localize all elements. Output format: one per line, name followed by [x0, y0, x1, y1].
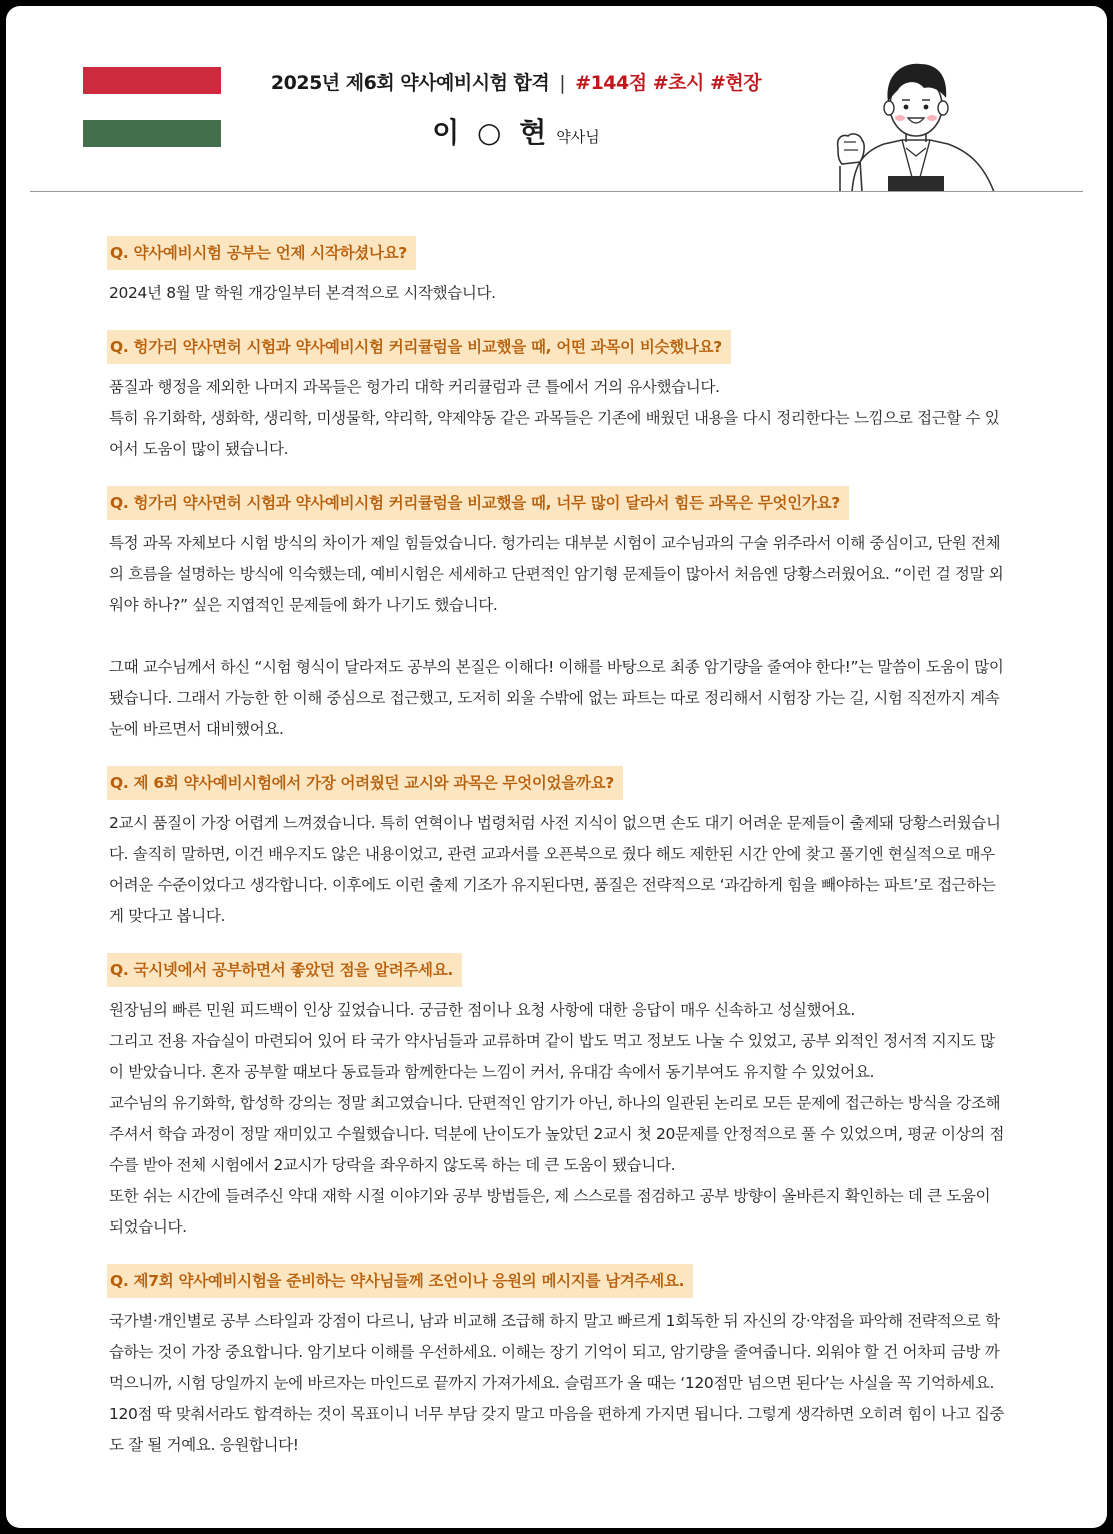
- qa-item: [107, 766, 1007, 932]
- qa-item: [107, 330, 1007, 465]
- answer-paragraph: 교수님의 유기화학, 합성학 강의는 정말 최고였습니다. 단편적인 암기가 아닌, 하나의 일관된 논리로 모든 문제에 접근하는 방식을 강조해 주셔서 학습 과정이 정말 재미있고 수월했습니다. 덕분에 난이도가 높았던 2교시 첫 20문제를 안정적으로 풀 수 있었으며, 평균 이상의 점수를 받아 전체 시험에서 2교시가 당락을 좌우하지 않도록 하는 데 큰 도움이 됐습니다.: [109, 1094, 1005, 1174]
- answer-paragraph: 품질과 행정을 제외한 나머지 과목들은 헝가리 대학 커리큘럼과 큰 틀에서 거의 유사했습니다.: [109, 378, 720, 396]
- answer-text: [107, 1306, 1007, 1461]
- answer-paragraph: 그때 교수님께서 하신 “시험 형식이 달라져도 공부의 본질은 이해다! 이해를 바탕으로 최종 암기량을 줄여야 한다!”는 말씀이 도움이 많이 됐습니다. 그래서 가능한 한 이해 중심으로 접근했고, 도저히 외울 수밖에 없는 파트는 따로 정리해서 시험장 가는 길, 시험 직전까지 계속 눈에 바르면서 대비했어요.: [109, 658, 1004, 738]
- question-heading: Q. 국시넷에서 공부하면서 좋았던 점을 알려주세요.: [107, 953, 462, 987]
- answer-paragraph: 2024년 8월 말 학원 개강일부터 본격적으로 시작했습니다.: [109, 284, 496, 302]
- question-heading: Q. 제7회 약사예비시험을 준비하는 약사님들께 조언이나 응원의 메시지를 남겨주세요.: [107, 1264, 693, 1298]
- answer-paragraph: 또한 쉬는 시간에 들려주신 약대 재학 시절 이야기와 공부 방법들은, 제 스스로를 점검하고 공부 방향이 올바른지 확인하는 데 큰 도움이 되었습니다.: [109, 1187, 991, 1236]
- answer-paragraph: 2교시 품질이 가장 어렵게 느껴졌습니다. 특히 연혁이나 법령처럼 사전 지식이 없으면 손도 대기 어려운 문제들이 출제돼 당황스러웠습니다. 솔직히 말하면, 이건 배우지도 않은 내용이었고, 관련 교과서를 오픈북으로 줬다 해도 제한된 시간 안에 찾고 풀기엔 현실적으로 매우 어려운 수준이었다고 생각합니다. 이후에도 이런 출제 기조가 유지된다면, 품질은 전략적으로 ‘과감하게 힘을 빼야하는 파트’로 접근하는 게 맞다고 봅니다.: [109, 814, 1001, 925]
- headline-separator: |: [559, 72, 566, 94]
- headline-text: 2025년 제6회 약사예비시험 합격: [270, 72, 550, 94]
- question-heading: Q. 제 6회 약사예비시험에서 가장 어려웠던 교시와 과목은 무엇이었을까요?: [107, 766, 623, 800]
- qa-item: [107, 486, 1007, 745]
- qa-item: [107, 953, 1007, 1243]
- answer-paragraph: 특정 과목 자체보다 시험 방식의 차이가 제일 힘들었습니다. 헝가리는 대부분 시험이 교수님과의 구술 위주라서 이해 중심이고, 단원 전체의 흐름을 설명하는 방식에 익숙했는데, 예비시험은 세세하고 단편적인 암기형 문제들이 많아서 처음엔 당황스러웠어요. “이런 걸 정말 외워야 하나?” 싶은 지엽적인 문제들에 화가 나기도 했습니다.: [109, 534, 1004, 614]
- answer-text: [107, 808, 1007, 932]
- qa-item: [107, 1264, 1007, 1461]
- question-heading: Q. 약사예비시험 공부는 언제 시작하셨나요?: [107, 236, 416, 270]
- header-divider: [30, 191, 1083, 192]
- answer-text: [107, 278, 1007, 309]
- question-heading: Q. 헝가리 약사면허 시험과 약사예비시험 커리큘럼을 비교했을 때, 너무 많이 달라서 힘든 과목은 무엇인가요?: [107, 486, 849, 520]
- headline-tags: #144점 #초시 #현장: [575, 72, 762, 94]
- answer-text: [107, 528, 1007, 745]
- answer-text: [107, 372, 1007, 465]
- qa-list: [107, 236, 1007, 1461]
- qa-item: [107, 236, 1007, 309]
- answer-paragraph: 그리고 전용 자습실이 마련되어 있어 타 국가 약사님들과 교류하며 같이 밥도 먹고 정보도 나눌 수 있었고, 공부 외적인 정서적 지지도 많이 받았습니다. 혼자 공부할 때보다 동료들과 함께한다는 느낌이 커서, 유대감 속에서 동기부여도 유지할 수 있었어요.: [109, 1032, 995, 1081]
- paragraph-gap: [109, 621, 1007, 652]
- person-name: 이 ○ 현: [432, 116, 551, 149]
- person-title: 약사님: [556, 128, 600, 146]
- pharmacist-character-illustration: [832, 56, 1000, 192]
- answer-text: [107, 995, 1007, 1243]
- testimonial-page: [6, 6, 1107, 1528]
- answer-paragraph: 국가별·개인별로 공부 스타일과 강점이 다르니, 남과 비교해 조급해 하지 말고 빠르게 1회독한 뒤 자신의 강·약점을 파악해 전략적으로 학습하는 것이 가장 중요합니다. 암기보다 이해를 우선하세요. 이해는 장기 기억이 되고, 암기량을 줄여줍니다. 외워야 할 건 어차피 금방 까먹으니까, 시험 당일까지 눈에 바르자는 마인드로 끝까지 가져가세요. 슬럼프가 올 때는 ‘120점만 넘으면 된다’는 사실을 꼭 기억하세요. 120점 딱 맞춰서라도 합격하는 것이 목표이니 너무 부담 갖지 말고 마음을 편하게 가지면 됩니다. 그렇게 생각하면 오히려 힘이 나고 집중도 잘 될 거예요. 응원합니다!: [109, 1312, 1005, 1454]
- answer-paragraph: 원장님의 빠른 민원 피드백이 인상 깊었습니다. 궁금한 점이나 요청 사항에 대한 응답이 매우 신속하고 성실했어요.: [109, 1001, 855, 1019]
- question-heading: Q. 헝가리 약사면허 시험과 약사예비시험 커리큘럼을 비교했을 때, 어떤 과목이 비슷했나요?: [107, 330, 731, 364]
- answer-paragraph: 특히 유기화학, 생화학, 생리학, 미생물학, 약리학, 약제약동 같은 과목들은 기존에 배웠던 내용을 다시 정리한다는 느낌으로 접근할 수 있어서 도움이 많이 됐습니다.: [109, 409, 1000, 458]
